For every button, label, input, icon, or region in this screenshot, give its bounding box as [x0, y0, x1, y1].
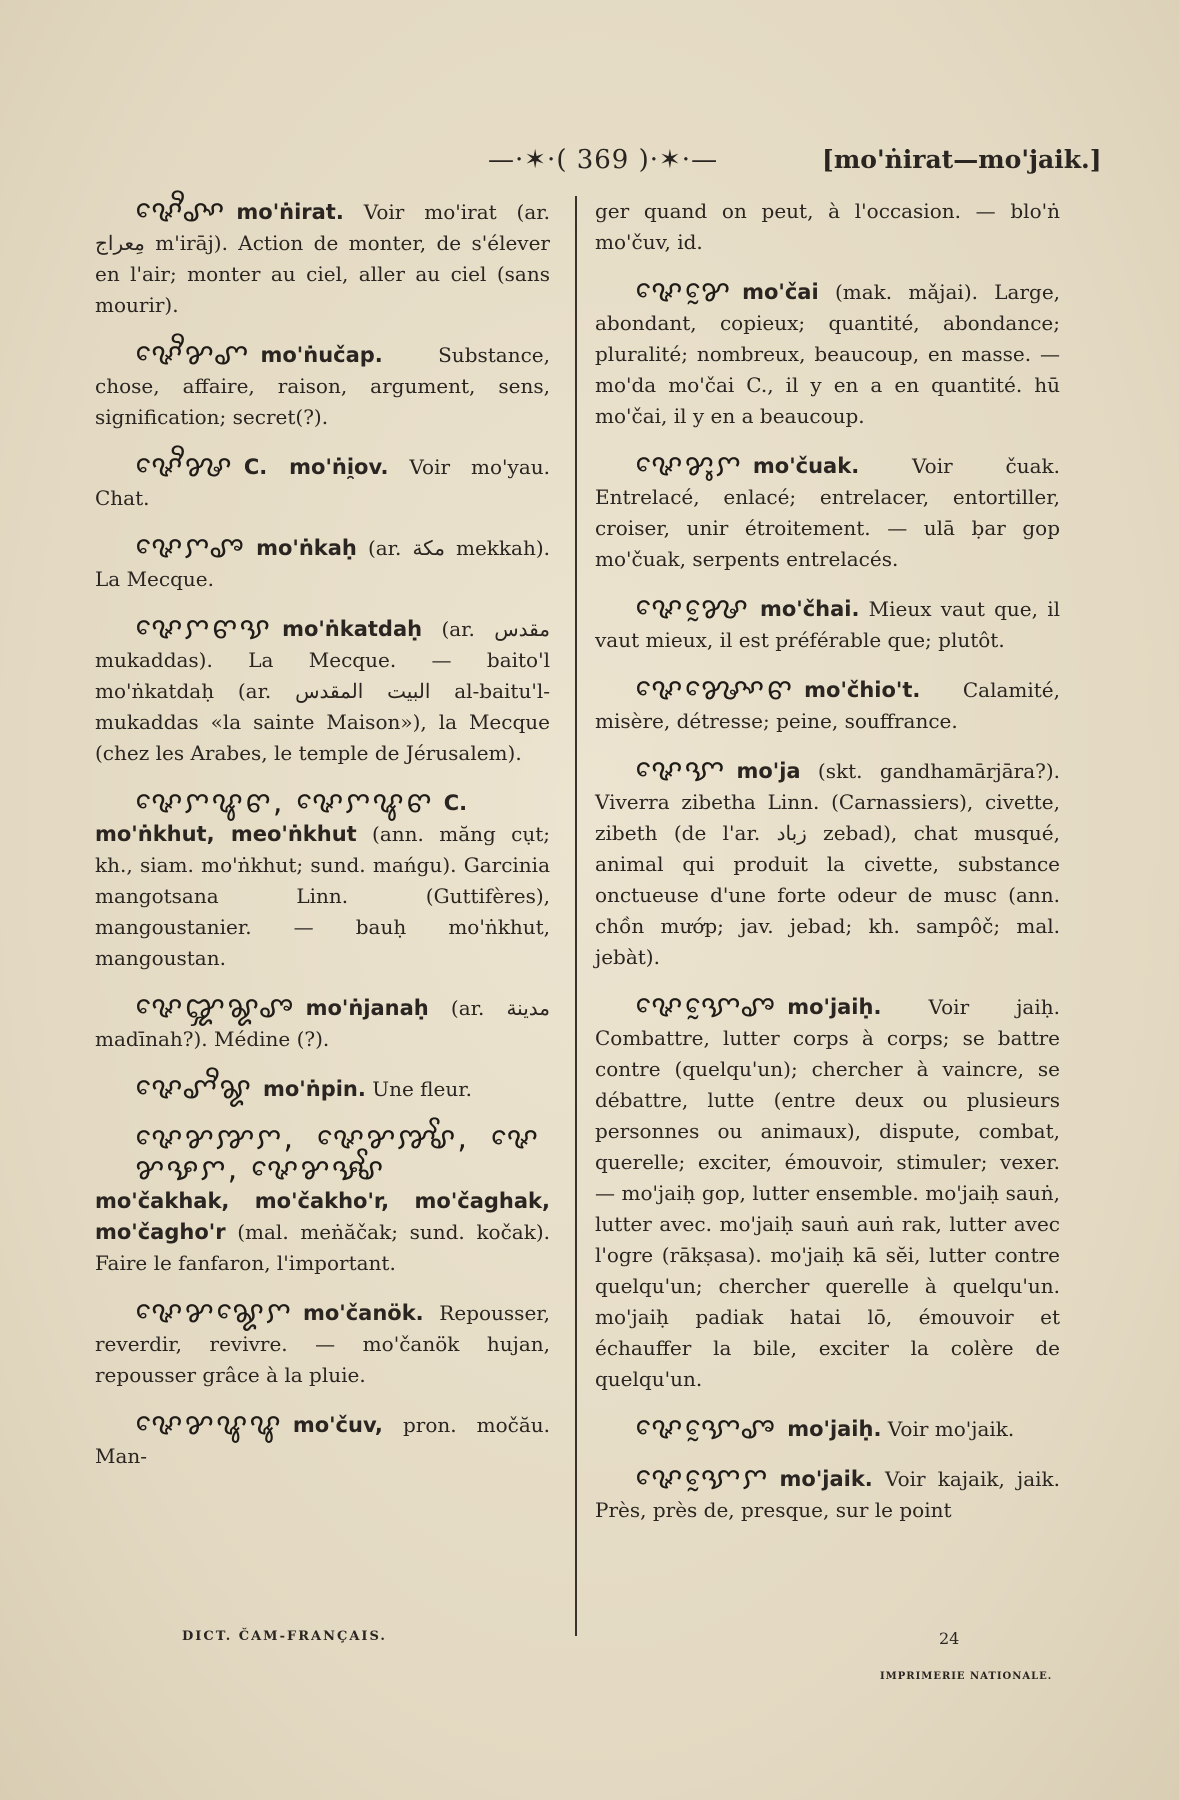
definition: (ar. مقدس mukaddas). La Mecque. — baito'l mo'ṅkatdaḥ (ar. البيت المقدس al-baitu'l-mukaddas «la sainte Maison»), la Mecque (chez les Arabes, le temple de Jérusalem). — [95, 617, 550, 765]
headword: mo'ṅkatdaḥ — [282, 617, 423, 641]
headword: mo'čuak. — [752, 454, 860, 478]
definition: Voir jaiḥ. Combattre, lutter corps à corps; se battre contre (quelqu'un); chercher à vaincre, se débattre, lutte (entre deux ou plusieurs personnes ou animaux), dispute, combat, querelle; exciter, émouvoir, stimuler; vexer. — mo'jaiḥ gop, lutter ensemble. mo'jaiḥ sauṅ, lutter avec. mo'jaiḥ sauṅ auṅ rak, lutter avec l'ogre (rākṣasa). mo'jaiḥ kā sĕi, lutter contre quelqu'un; chercher querelle à quelqu'un. mo'jaiḥ padiak hatai lō, émouvoir et échauffer la bile, exciter la colère de quelqu'un. — [595, 995, 1060, 1391]
cham-script: ꨟꨯꨌꨥꨥ — [135, 1407, 283, 1442]
definition: (mal. meṅăčak; sund. kočak). Faire le fanfaron, l'important. — [95, 1220, 551, 1275]
dictionary-entry — [595, 1413, 1060, 1445]
headword: mo'ṅpin. — [263, 1077, 366, 1101]
column-divider — [575, 196, 577, 1636]
headword: mo'ṅučap. — [260, 343, 383, 367]
definition: ger quand on peut, à l'occasion. — blo'ṅ mo'čuv, id. — [595, 199, 1060, 254]
headword: mo'čai — [742, 280, 819, 304]
cham-script: ꨟꨯꨚꨪꨘ — [135, 1071, 253, 1106]
definition: Voir mo'irat (ar. مِعراج m'irāj). Action de monter, de s'élever en l'air; monter au ciel, aller au ciel (sans mourir). — [95, 200, 550, 317]
left-column — [95, 196, 550, 1490]
headword: mo'jaiḥ. — [787, 995, 882, 1019]
cham-script: ꨟꨯꨆꨥꨓ, ꨟꨯꨆꨥꨓ — [135, 785, 434, 820]
dictionary-entry — [95, 787, 550, 974]
dictionary-entry — [95, 1409, 550, 1472]
definition: (skt. gandhamārjāra?). Viverra zibetha Linn. (Carnassiers), civette, zibeth (de l'ar. زباد zebad), chat musqué, animal qui produit la civette, substance onctueuse d'une forte odeur de musc (ann. chồn mướp; jav. jebad; kh. sampôč; mal. jebàt). — [595, 759, 1061, 969]
dictionary-entry — [95, 992, 550, 1055]
headword: mo'jaik. — [779, 1467, 873, 1491]
cham-script: ꨟꨯꨌꨘꨯꨆ — [135, 1295, 293, 1330]
right-column — [595, 196, 1060, 1544]
dictionary-entry — [595, 755, 1060, 973]
definition: Voir kajaik, jaik. Près, près de, presque, sur le point — [595, 1467, 1061, 1522]
dictionary-entry — [595, 276, 1060, 432]
cham-script: ꨟꨯꨆꨨ — [135, 530, 247, 565]
cham-script: ꨟꨯꨌꨶꨆ — [635, 448, 743, 483]
cham-script: ꨟꨯꨌꨇꨆ, ꨟꨯꨌꨇꨩꨣ, ꨟꨯꨌꨊꨆ, ꨟꨯꨌꨊꨩꨣ — [135, 1121, 540, 1187]
cham-script: ꨟꨯꨎꨰꨆ — [635, 1461, 770, 1496]
footer-printer: IMPRIMERIE NATIONALE. — [880, 1671, 1053, 1682]
dictionary-entry — [95, 196, 550, 321]
definition: (ar. مكة mekkah). La Mecque. — [95, 536, 550, 591]
definition: pron. močău. Man- — [95, 1413, 551, 1468]
cham-script: ꨟꨯꨪꨣꨳ — [135, 194, 227, 229]
dictionary-entry — [95, 1073, 550, 1105]
dictionary-entry — [595, 991, 1060, 1395]
dictionary-entry — [95, 1123, 550, 1279]
headword: mo'ja — [736, 759, 801, 783]
dictionary-entry — [95, 339, 550, 433]
definition: (ann. măng cụt; kh., siam. mo'ṅkhut; sund. mańgu). Garcinia mangotsana Linn. (Guttifères), mangoustanier. — bauḥ mo'ṅkhut, mangoustan. — [95, 822, 550, 970]
page-number: —·✶·( 369 )·✶·— — [488, 145, 719, 175]
headword: mo'čakhak, mo'čakho'r, mo'čaghak, mo'čagho'r — [95, 1189, 550, 1244]
definition: Mieux vaut que, il vaut mieux, il est préférable que; plutôt. — [595, 597, 1060, 652]
cham-script: ꨟꨯꨎꨰꨨ — [635, 989, 778, 1024]
cham-script: ꨟꨯꨎꨰꨨ — [635, 1411, 778, 1446]
cham-script: ꨟꨯꨒꨘꨨ — [135, 990, 296, 1025]
headword: mo'ṅkaḥ — [256, 536, 357, 560]
cham-script: ꨟꨯꨆꨓꨕ — [135, 611, 273, 646]
definition: Substance, chose, affaire, raison, argument, sens, signification; secret(?). — [95, 343, 550, 429]
page-header — [0, 145, 1179, 185]
cham-script: ꨟꨯꨌꨰ — [635, 274, 733, 309]
headword: mo'ṅirat. — [236, 200, 344, 224]
headword: mo'čhio't. — [804, 678, 921, 702]
dictionary-entry — [595, 593, 1060, 656]
dictionary-entry — [95, 613, 550, 769]
headword: mo'ṅjanaḥ — [305, 996, 429, 1020]
signature-mark: 24 — [939, 1629, 960, 1648]
headword: mo'jaiḥ. — [787, 1417, 882, 1441]
running-head: [mo'ṅirat—mo'jaik.] — [822, 145, 1102, 174]
dictionary-entry — [595, 450, 1060, 575]
dictionary-entry — [95, 451, 550, 514]
headword: C. mo'ṅi̯ov. — [243, 455, 389, 479]
cham-script: ꨟꨯꨎ — [635, 753, 727, 788]
dictionary-entry — [595, 196, 1060, 258]
cham-script: ꨟꨯꨪꨍ — [135, 449, 234, 484]
definition: Voir mo'yau. Chat. — [95, 455, 550, 510]
definition: (ar. مدينة madīnah?). Médine (?). — [95, 996, 550, 1051]
footer-dictionary-title: DICT. ČAM-FRANÇAIS. — [182, 1629, 387, 1644]
headword: mo'čhai. — [759, 597, 860, 621]
definition: Voir čuak. Entrelacé, enlacé; entrelacer, entortiller, croiser, unir étroitement. — ulā ḅar gop mo'čuak, serpents entrelacés. — [595, 454, 1060, 571]
definition: Repousser, reverdir, revivre. — mo'čanök hujan, repousser grâce à la pluie. — [95, 1301, 550, 1387]
definition: Une fleur. — [372, 1077, 472, 1101]
cham-script: ꨟꨯꨍꨳꨯꨓ — [635, 672, 795, 707]
headword: C. mo'ṅkhut, meo'ṅkhut — [95, 791, 468, 846]
dictionary-entry — [595, 1463, 1060, 1526]
dictionary-entry — [95, 532, 550, 595]
cham-script: ꨟꨯꨍꨰ — [635, 591, 750, 626]
dictionary-entry — [595, 674, 1060, 737]
definition: (mak. mǎjai). Large, abondant, copieux; quantité, abondance; pluralité; nombreux, beaucoup, en masse. — mo'da mo'čai C., il y en a en quantité. hū mo'čai, il y en a beaucoup. — [595, 280, 1061, 428]
cham-script: ꨟꨯꨪꨌꨚ — [135, 337, 251, 372]
definition: Calamité, misère, détresse; peine, souffrance. — [595, 678, 1060, 733]
dictionary-entry — [95, 1297, 550, 1391]
headword: mo'čuv, — [292, 1413, 383, 1437]
headword: mo'čanök. — [302, 1301, 424, 1325]
definition: Voir mo'jaik. — [887, 1417, 1015, 1441]
